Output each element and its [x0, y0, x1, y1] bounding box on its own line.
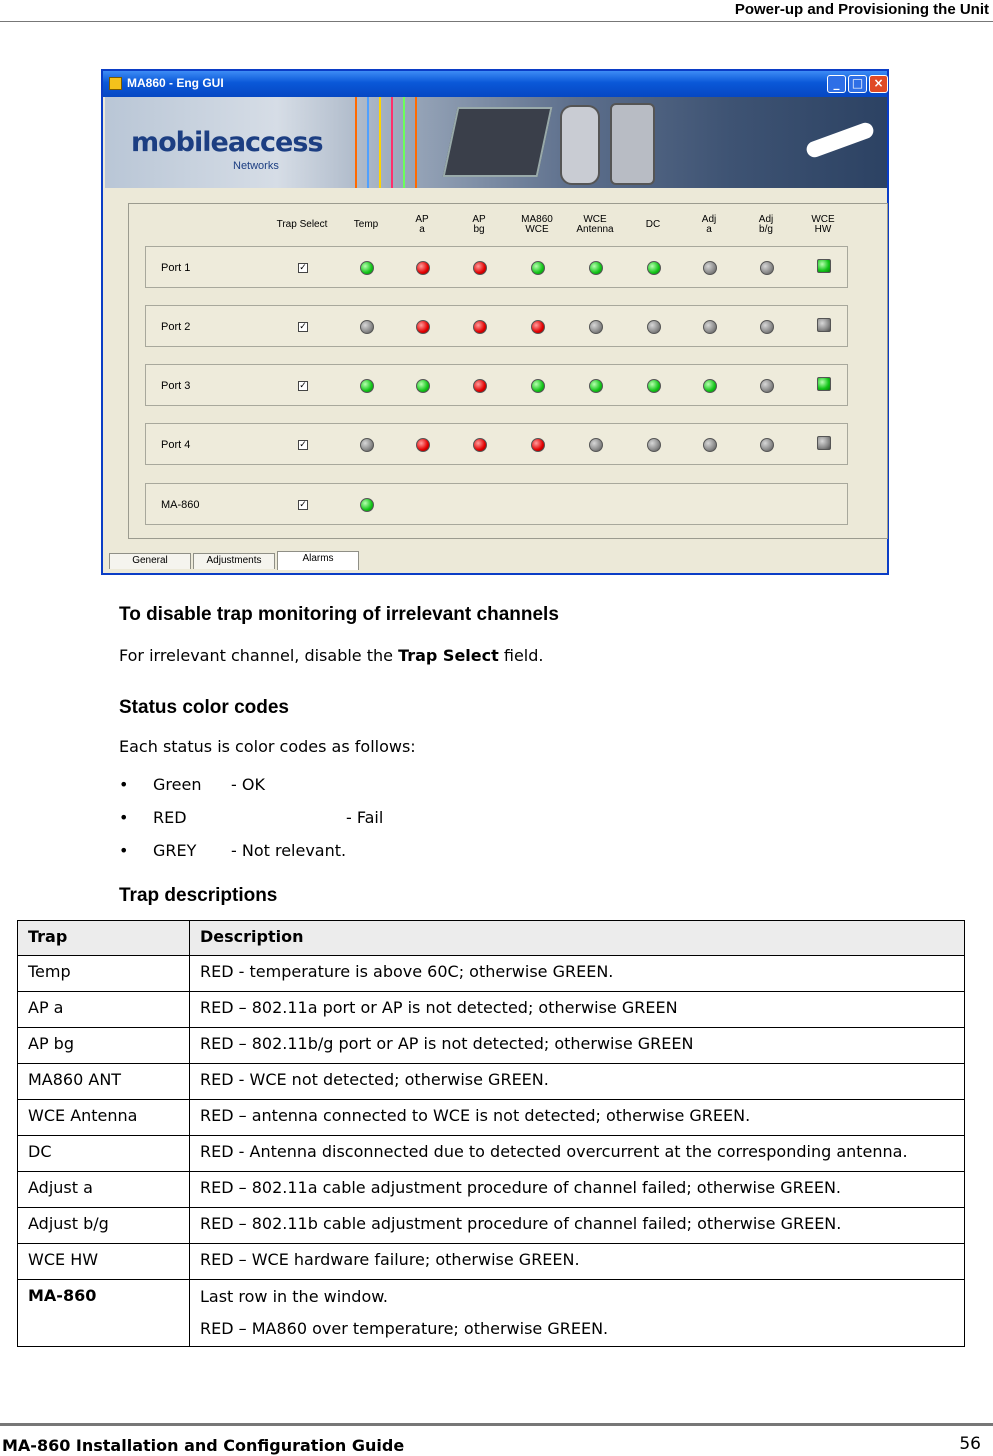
airplane-picture: [804, 121, 875, 160]
banner-image: [105, 97, 887, 188]
table-header-row: [18, 921, 965, 956]
trap-description-cell: RED – 802.11b/g port or AP is not detected; otherwise GREEN: [190, 1028, 965, 1064]
status-led: [531, 261, 545, 275]
trap-description-cell: RED – 802.11a port or AP is not detected; otherwise GREEN: [190, 992, 965, 1028]
mobileaccess-logo: mobileaccess: [131, 127, 323, 158]
trap-name-cell: MA860 ANT: [18, 1064, 190, 1100]
table-row: [18, 1280, 965, 1347]
app-icon: [109, 77, 122, 90]
status-led: [817, 318, 831, 332]
status-led: [647, 438, 661, 452]
status-led: [817, 259, 831, 273]
tab-adjustments[interactable]: Adjustments: [193, 553, 275, 569]
logo-subtitle: Networks: [233, 160, 279, 172]
maximize-button[interactable]: □: [848, 75, 867, 93]
trap-name-cell: Adjust a: [18, 1172, 190, 1208]
column-header: WCE Antenna: [576, 214, 614, 235]
column-header: AP a: [415, 214, 429, 235]
status-led: [473, 320, 487, 334]
status-item-green: • Green - OK: [119, 775, 265, 794]
status-led: [531, 438, 545, 452]
column-header: AP bg: [472, 214, 486, 235]
page-footer: [0, 1423, 993, 1456]
page-header: [0, 0, 993, 22]
column-header: WCE HW: [811, 214, 835, 235]
status-item-grey: • GREY - Not relevant.: [119, 841, 347, 860]
status-led: [760, 261, 774, 275]
port-row: [145, 305, 848, 347]
column-header: DC: [645, 219, 661, 230]
app-window-screenshot: [101, 69, 889, 575]
trap-name-cell: Adjust b/g: [18, 1208, 190, 1244]
section-heading-disable: To disable trap monitoring of irrelevant channels: [119, 604, 559, 625]
trap-description-cell: RED - Antenna disconnected due to detected overcurrent at the corresponding antenna.: [190, 1136, 965, 1172]
description-line: Last row in the window.: [200, 1287, 388, 1306]
status-led: [416, 261, 430, 275]
table-row: [18, 1028, 965, 1064]
disable-instruction: For irrelevant channel, disable the Trap Select field.: [119, 646, 544, 665]
fiber-decoration: [415, 97, 417, 188]
status-led: [703, 379, 717, 393]
section-heading-status: Status color codes: [119, 697, 289, 718]
trap-name-cell: WCE Antenna: [18, 1100, 190, 1136]
trap-description-cell: [190, 1280, 965, 1347]
status-led: [703, 438, 717, 452]
header-title: Power-up and Provisioning the Unit: [734, 1, 989, 18]
tab-general[interactable]: General: [109, 553, 191, 569]
table-row: [18, 1136, 965, 1172]
port-label: Port 1: [161, 262, 191, 274]
column-header: Trap Select: [276, 219, 328, 230]
close-button[interactable]: ×: [869, 75, 888, 93]
trap-select-checkbox[interactable]: ✓: [299, 263, 307, 273]
port-label: Port 4: [161, 439, 191, 451]
status-led: [647, 320, 661, 334]
minimize-button[interactable]: _: [827, 75, 846, 93]
port-row: [145, 483, 848, 525]
phone-picture: [560, 105, 600, 185]
status-led: [473, 438, 487, 452]
description-line: RED – MA860 over temperature; otherwise GREEN.: [200, 1319, 609, 1338]
status-led: [473, 261, 487, 275]
status-led: [589, 261, 603, 275]
fiber-decoration: [355, 97, 357, 188]
page-number: 56: [959, 1434, 981, 1454]
column-header: Adj a: [701, 214, 717, 235]
status-led: [360, 320, 374, 334]
status-led: [589, 379, 603, 393]
port-row: [145, 423, 848, 465]
section-heading-traps: Trap descriptions: [119, 885, 278, 906]
status-led: [647, 261, 661, 275]
column-header: MA860 WCE: [521, 214, 553, 235]
table-row: [18, 1100, 965, 1136]
trap-description-cell: RED - WCE not detected; otherwise GREEN.: [190, 1064, 965, 1100]
port-row: [145, 246, 848, 288]
trap-name-cell: WCE HW: [18, 1244, 190, 1280]
status-led: [360, 498, 374, 512]
trap-description-cell: RED - temperature is above 60C; otherwise GREEN.: [190, 956, 965, 992]
fiber-decoration: [391, 97, 393, 188]
port-label: Port 2: [161, 321, 191, 333]
column-header-description: Description: [190, 921, 965, 956]
tab-alarms[interactable]: Alarms: [277, 551, 359, 570]
status-led: [589, 438, 603, 452]
trap-description-cell: RED – WCE hardware failure; otherwise GREEN.: [190, 1244, 965, 1280]
window-title: MA860 - Eng GUI: [127, 76, 224, 90]
trap-select-checkbox[interactable]: ✓: [299, 322, 307, 332]
trap-select-checkbox[interactable]: ✓: [299, 440, 307, 450]
column-header-trap: Trap: [18, 921, 190, 956]
status-led: [760, 438, 774, 452]
trap-name-cell: MA-860: [18, 1280, 190, 1347]
alarms-panel: [128, 203, 888, 539]
table-row: [18, 1064, 965, 1100]
status-led: [360, 438, 374, 452]
port-label: Port 3: [161, 380, 191, 392]
trap-name-cell: Temp: [18, 956, 190, 992]
status-led: [531, 320, 545, 334]
trap-name-cell: AP a: [18, 992, 190, 1028]
window-titlebar: [103, 71, 887, 97]
table-row: [18, 1208, 965, 1244]
status-led: [703, 261, 717, 275]
port-row: [145, 364, 848, 406]
fiber-decoration: [379, 97, 381, 188]
laptop-picture: [443, 107, 553, 177]
status-led: [473, 379, 487, 393]
status-intro: Each status is color codes as follows:: [119, 737, 416, 756]
table-row: [18, 1244, 965, 1280]
status-led: [531, 379, 545, 393]
trap-descriptions-table: [17, 920, 965, 1347]
trap-description-cell: RED – 802.11a cable adjustment procedure of channel failed; otherwise GREEN.: [190, 1172, 965, 1208]
pda-picture: [610, 103, 655, 185]
column-header: Adj b/g: [758, 214, 774, 235]
status-led: [760, 379, 774, 393]
status-led: [760, 320, 774, 334]
status-led: [360, 261, 374, 275]
fiber-decoration: [403, 97, 405, 188]
status-led: [416, 438, 430, 452]
status-led: [817, 436, 831, 450]
status-led: [703, 320, 717, 334]
trap-select-checkbox[interactable]: ✓: [299, 500, 307, 510]
footer-guide-title: MA-860 Installation and Configuration Guide: [2, 1436, 405, 1455]
table-row: [18, 992, 965, 1028]
status-led: [416, 320, 430, 334]
trap-description-cell: RED – antenna connected to WCE is not detected; otherwise GREEN.: [190, 1100, 965, 1136]
trap-name-cell: DC: [18, 1136, 190, 1172]
status-item-red: • RED - Fail: [119, 808, 384, 827]
status-led: [360, 379, 374, 393]
trap-description-cell: RED – 802.11b cable adjustment procedure of channel failed; otherwise GREEN.: [190, 1208, 965, 1244]
fiber-decoration: [367, 97, 369, 188]
status-led: [416, 379, 430, 393]
table-row: [18, 956, 965, 992]
port-label: MA-860: [161, 499, 200, 511]
column-header: Temp: [353, 219, 379, 230]
status-led: [817, 377, 831, 391]
table-row: [18, 1172, 965, 1208]
trap-select-checkbox[interactable]: ✓: [299, 381, 307, 391]
status-led: [647, 379, 661, 393]
trap-name-cell: AP bg: [18, 1028, 190, 1064]
status-led: [589, 320, 603, 334]
